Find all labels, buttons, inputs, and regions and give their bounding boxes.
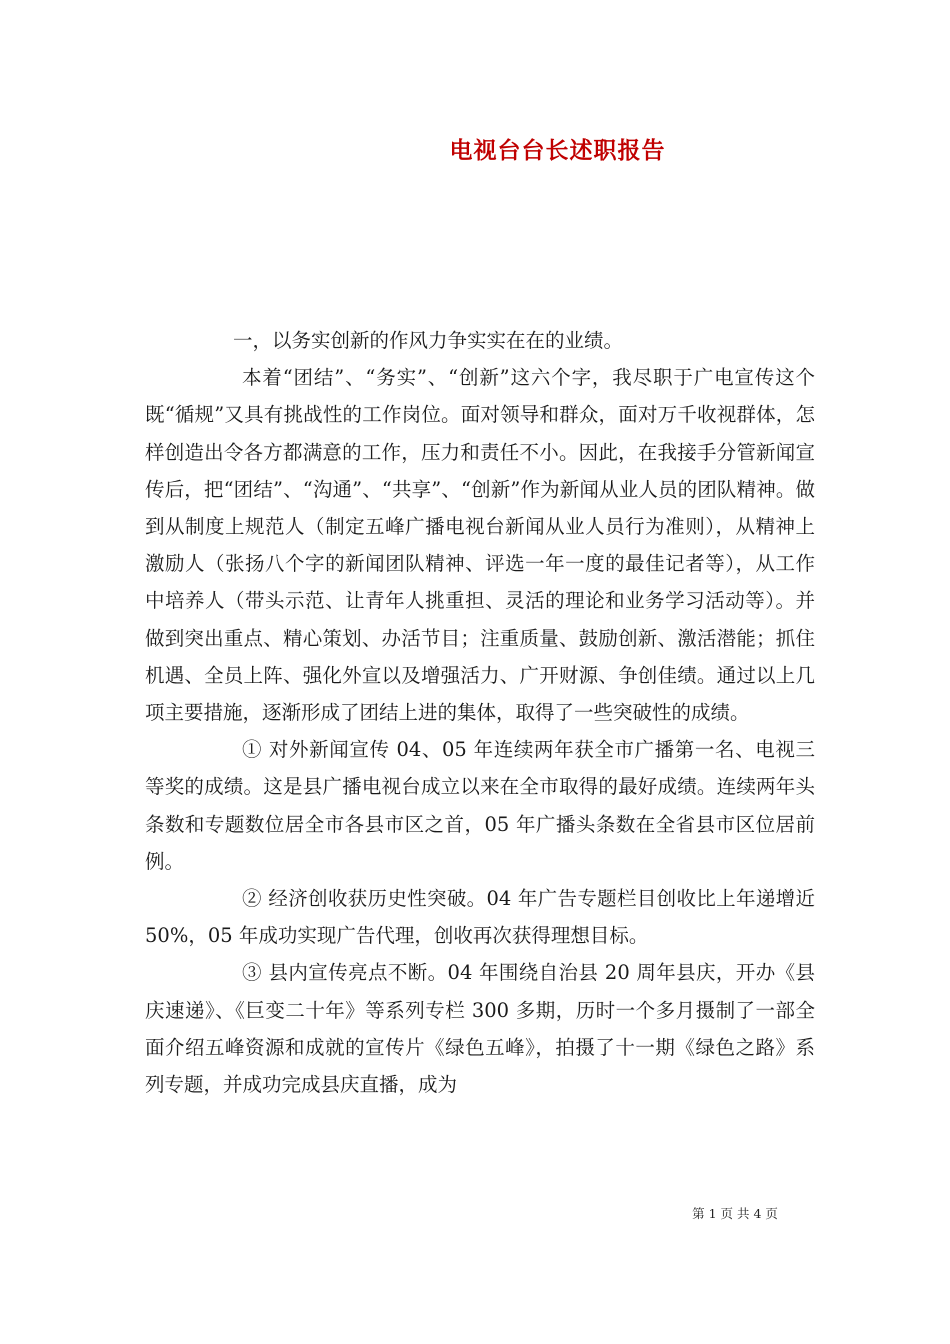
document-body xyxy=(145,322,815,1103)
page-footer: 第 1 页 共 4 页 xyxy=(692,1206,778,1221)
section-heading: 一，以务实创新的作风力争实实在在的业绩。 xyxy=(233,329,624,352)
list-item-1: ① 对外新闻宣传 04、05 年连续两年获全市广播第一名、电视三等奖的成绩。这是县广播电视台成立以来在全市取得的最好成绩。连续两年头条数和专题数位居全市各县市区之首，05 年广播头条数在全省县市区位居前例。 xyxy=(145,738,815,873)
body-paragraph: 本着“团结”、“务实”、“创新”这六个字，我尽职于广电宣传这个既“循规”又具有挑战性的工作岗位。面对领导和群众，面对万千收视群体，怎样创造出令各方都满意的工作，压力和责任不小。因此，在我接手分管新闻宣传后，把“团结”、“沟通”、“共享”、“创新”作为新闻从业人员的团队精神。做到从制度上规范人（制定五峰广播电视台新闻从业人员行为准则），从精神上激励人（张扬八个字的新闻团队精神、评选一年一度的最佳记者等），从工作中培养人（带头示范、让青年人挑重担、灵活的理论和业务学习活动等）。并做到突出重点、精心策划、办活节目；注重质量、鼓励创新、激活潜能；抓住机遇、全员上阵、强化外宣以及增强活力、广开财源、争创佳绩。通过以上几项主要措施，逐渐形成了团结上进的集体，取得了一些突破性的成绩。 xyxy=(145,366,815,725)
list-item-2: ② 经济创收获历史性突破。04 年广告专题栏目创收比上年递增近 50%，05 年成功实现广告代理，创收再次获得理想目标。 xyxy=(145,887,815,948)
document-title: 电视台台长述职报告 xyxy=(449,137,666,164)
list-item-3: ③ 县内宣传亮点不断。04 年围绕自治县 20 周年县庆，开办《县庆速递》、《巨变二十年》等系列专栏 300 多期，历时一个多月摄制了一部全面介绍五峰资源和成就的宣传片《绿色五峰》，拍摄了十一期《绿色之路》系列专题，并成功完成县庆直播，成为 xyxy=(145,961,815,1097)
